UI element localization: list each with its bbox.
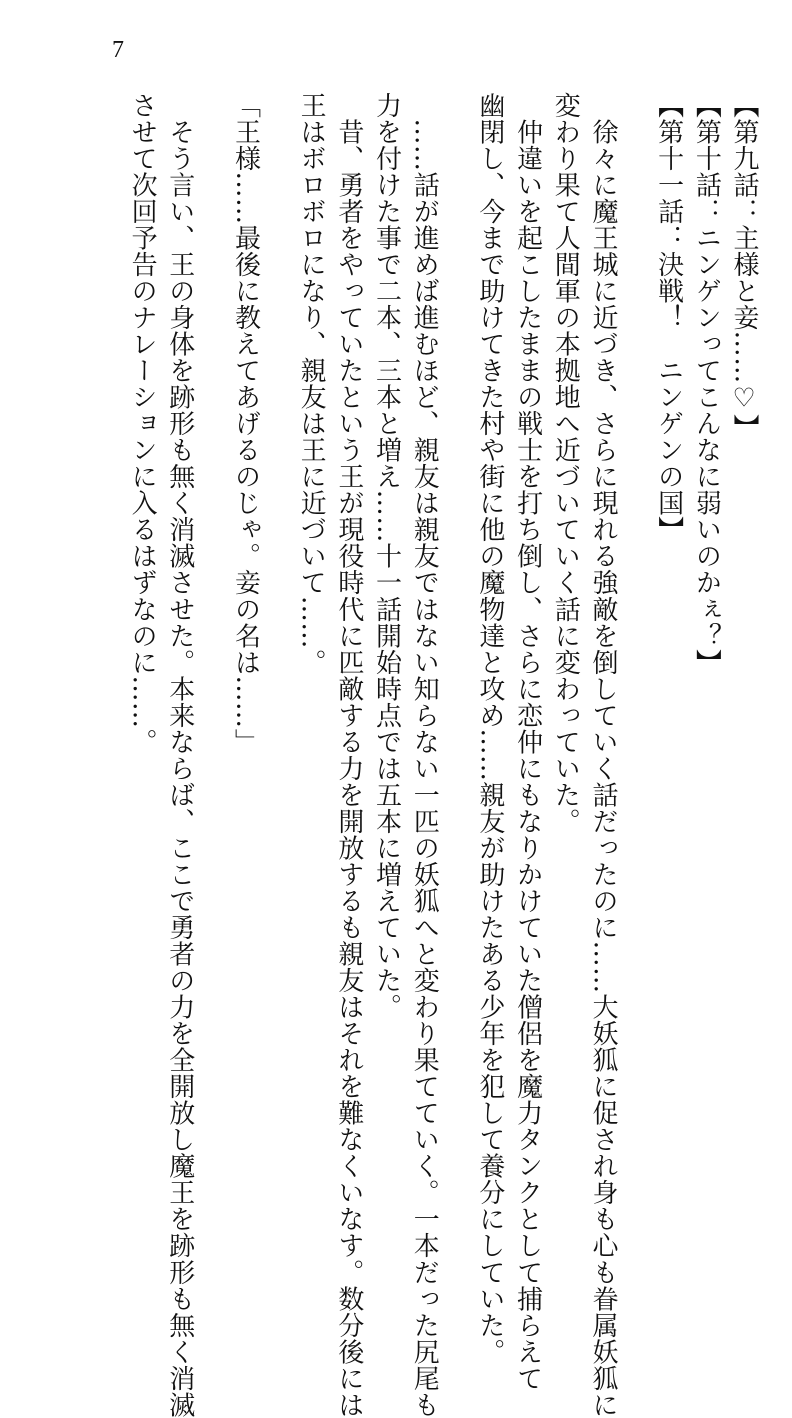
- text-line: 徐々に魔王城に近づき、さらに現れる強敵を倒していく話だったのに……大妖狐に促され身も心も眷属妖狐に: [587, 92, 618, 1418]
- text-line: 仲違いを起こしたままの戦士を打ち倒し、さらに恋仲にもなりかけていた僧侶を魔力タンクとして捕らえて: [512, 92, 543, 1392]
- text-line: させて次回予告のナレーションに入るはずなのに……。: [127, 92, 158, 755]
- vertical-text-body: [127, 92, 762, 1418]
- page-number: 7: [112, 37, 124, 63]
- blank-line: [621, 92, 649, 93]
- chapter-heading-10: 【第十話：ニンゲンってこんなに弱いのかぇ？】: [691, 92, 722, 676]
- chapter-heading-9: 【第九話：主様と妾……♡】: [729, 92, 759, 441]
- blank-line: [263, 92, 291, 93]
- text-line: 昔、勇者をやっていたという王が現役時代に匹敵する力を開放するも親友はそれを難なくいなす。数分後には: [333, 92, 364, 1418]
- text-line: ……話が進めば進むほど、親友は親友ではない知らない一匹の妖狐へと変わり果てていく。一本だった尻尾も: [409, 92, 440, 1418]
- text-line: 王はボロボロになり、親友は王に近づいて……。: [296, 92, 327, 676]
- blank-line: [442, 92, 470, 93]
- chapter-heading-11: 【第十一話：決戦！ ニンゲンの国】: [653, 92, 684, 543]
- text-line: 力を付けた事で二本、三本と増え……十一話開始時点では五本に増えていた。: [371, 92, 402, 1021]
- text-line: そう言い、王の身体を跡形も無く消滅させた。本来ならば、ここで勇者の力を全開放し魔王を跡形も無く消滅: [164, 92, 195, 1418]
- text-line: 幽閉し、今まで助けてきた村や街に他の魔物達と攻め……親友が助けたある少年を犯して養分にしていた。: [474, 92, 505, 1365]
- dialogue-line: 「王様……最後に教えてあげるのじゃ。妾の名は……」: [230, 92, 261, 755]
- blank-line: [198, 92, 226, 93]
- text-line: 変わり果て人間軍の本拠地へ近づいていく話に変わっていた。: [550, 92, 581, 835]
